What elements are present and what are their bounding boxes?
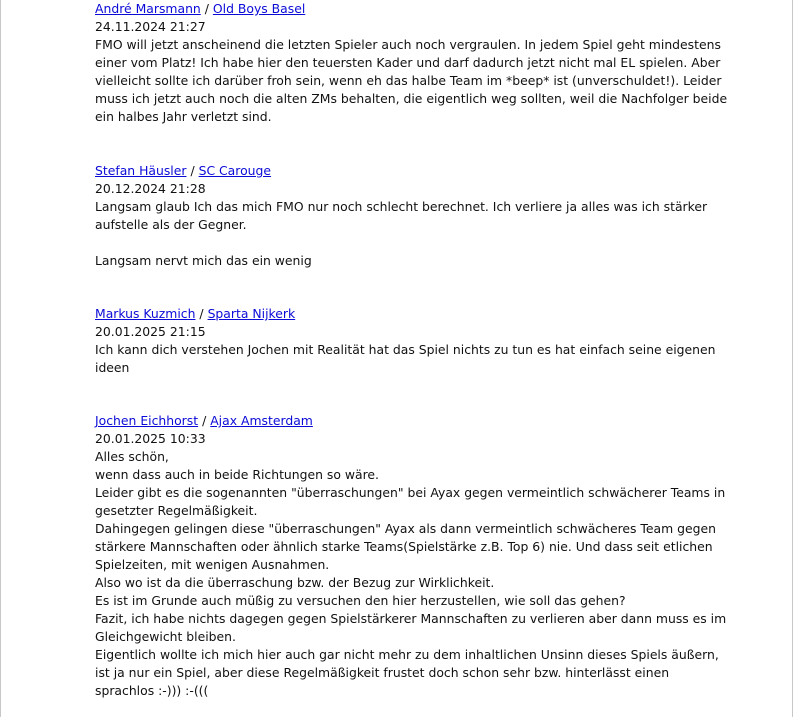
post-author-line [95, 0, 707, 18]
post-text-line: wenn dass auch in beide Richtungen so wäre. [95, 467, 379, 482]
post-text-line: ein halbes Jahr verletzt sind. [95, 109, 272, 124]
post-date: 24.11.2024 21:27 [95, 19, 206, 34]
post-author-line [95, 162, 707, 180]
team-link[interactable]: Sparta Nijkerk [207, 306, 296, 321]
post-text-line: FMO will jetzt anscheinend die letzten Spieler auch noch vergraulen. In jedem Spiel geht mindestens [95, 37, 721, 52]
post-text-line: Also wo ist da die überraschung bzw. der Bezug zur Wirklichkeit. [95, 575, 495, 590]
post-text-line: aufstelle als der Gegner. [95, 217, 247, 232]
post-body [95, 448, 727, 700]
author-link[interactable]: André Marsmann [95, 1, 201, 16]
post-date: 20.01.2025 21:15 [95, 324, 206, 339]
post-body [95, 341, 716, 377]
post-date: 20.01.2025 10:33 [95, 431, 206, 446]
post-text-line: Alles schön, [95, 449, 169, 464]
separator: / [199, 306, 204, 321]
post-text-line: einer vom Platz! Ich habe hier den teuersten Kader und darf dadurch jetzt nicht mal EL spielen. Aber [95, 55, 721, 70]
post-date: 20.12.2024 21:28 [95, 181, 206, 196]
post-body [95, 198, 707, 270]
forum-post [95, 162, 707, 270]
post-author-line [95, 412, 707, 430]
author-link[interactable]: Markus Kuzmich [95, 306, 196, 321]
window-border-right [792, 0, 793, 717]
author-link[interactable]: Stefan Häusler [95, 163, 187, 178]
forum-post [95, 305, 716, 377]
post-text-line: stärkere Mannschaften oder ähnlich starke Teams(Spielstärke z.B. Top 6) nie. Und dass seit etlichen [95, 539, 713, 554]
post-text-line: Gleichgewicht bleiben. [95, 629, 236, 644]
team-link[interactable]: Ajax Amsterdam [210, 413, 313, 428]
separator: / [202, 413, 207, 428]
forum-post [95, 0, 728, 126]
separator: / [190, 163, 195, 178]
post-text-line: gesetzter Regelmäßigkeit. [95, 503, 258, 518]
team-link[interactable]: SC Carouge [198, 163, 272, 178]
post-text-line: ideen [95, 360, 130, 375]
post-text-line: ist ja nur ein Spiel, aber diese Regelmäßigkeit frustet doch schon sehr bzw. hinterlässt einen [95, 665, 670, 680]
author-link[interactable]: Jochen Eichhorst [95, 413, 199, 428]
team-link[interactable]: Old Boys Basel [212, 1, 306, 16]
post-text-line: sprachlos :-))) :-((( [95, 683, 209, 698]
post-text-line: Eigentlich wollte ich mich hier auch gar nicht mehr zu dem inhaltlichen Unsinn dieses Spiels äußern, [95, 647, 719, 662]
post-text-line: Spielzeiten, mit wenigen Ausnahmen. [95, 557, 330, 572]
window-border-left [0, 0, 1, 717]
post-blank-line [95, 234, 707, 252]
separator: / [204, 1, 209, 16]
post-text-line: vielleicht sollte ich darüber froh sein, wenn eh das halbe Team im *beep* ist (unverschuldet!). Leider [95, 73, 722, 88]
post-text-line: Langsam nervt mich das ein wenig [95, 253, 312, 268]
forum-post [95, 412, 727, 700]
post-text-line: Es ist im Grunde auch müßig zu versuchen den hier herzustellen, wie soll das gehen? [95, 593, 626, 608]
post-text-line: Langsam glaub Ich das mich FMO nur noch schlecht berechnet. Ich verliere ja alles was ich stärker [95, 199, 708, 214]
post-text-line: Dahingegen gelingen diese "überraschungen" Ayax als dann vermeintlich schwächeres Team gegen [95, 521, 716, 536]
post-body [95, 36, 728, 126]
post-text-line: Ich kann dich verstehen Jochen mit Realität hat das Spiel nichts zu tun es hat einfach seine eigenen [95, 342, 716, 357]
post-author-line [95, 305, 707, 323]
post-text-line: Leider gibt es die sogenannten "überraschungen" bei Ayax gegen vermeintlich schwächerer Teams in [95, 485, 726, 500]
post-text-line: muss ich jetzt auch noch die alten ZMs behalten, die eigentlich weg sollten, weil die Nachfolger beide [95, 91, 728, 106]
post-text-line: Fazit, ich habe nichts dagegen gegen Spielstärkerer Mannschaften zu verlieren aber dann muss es im [95, 611, 727, 626]
